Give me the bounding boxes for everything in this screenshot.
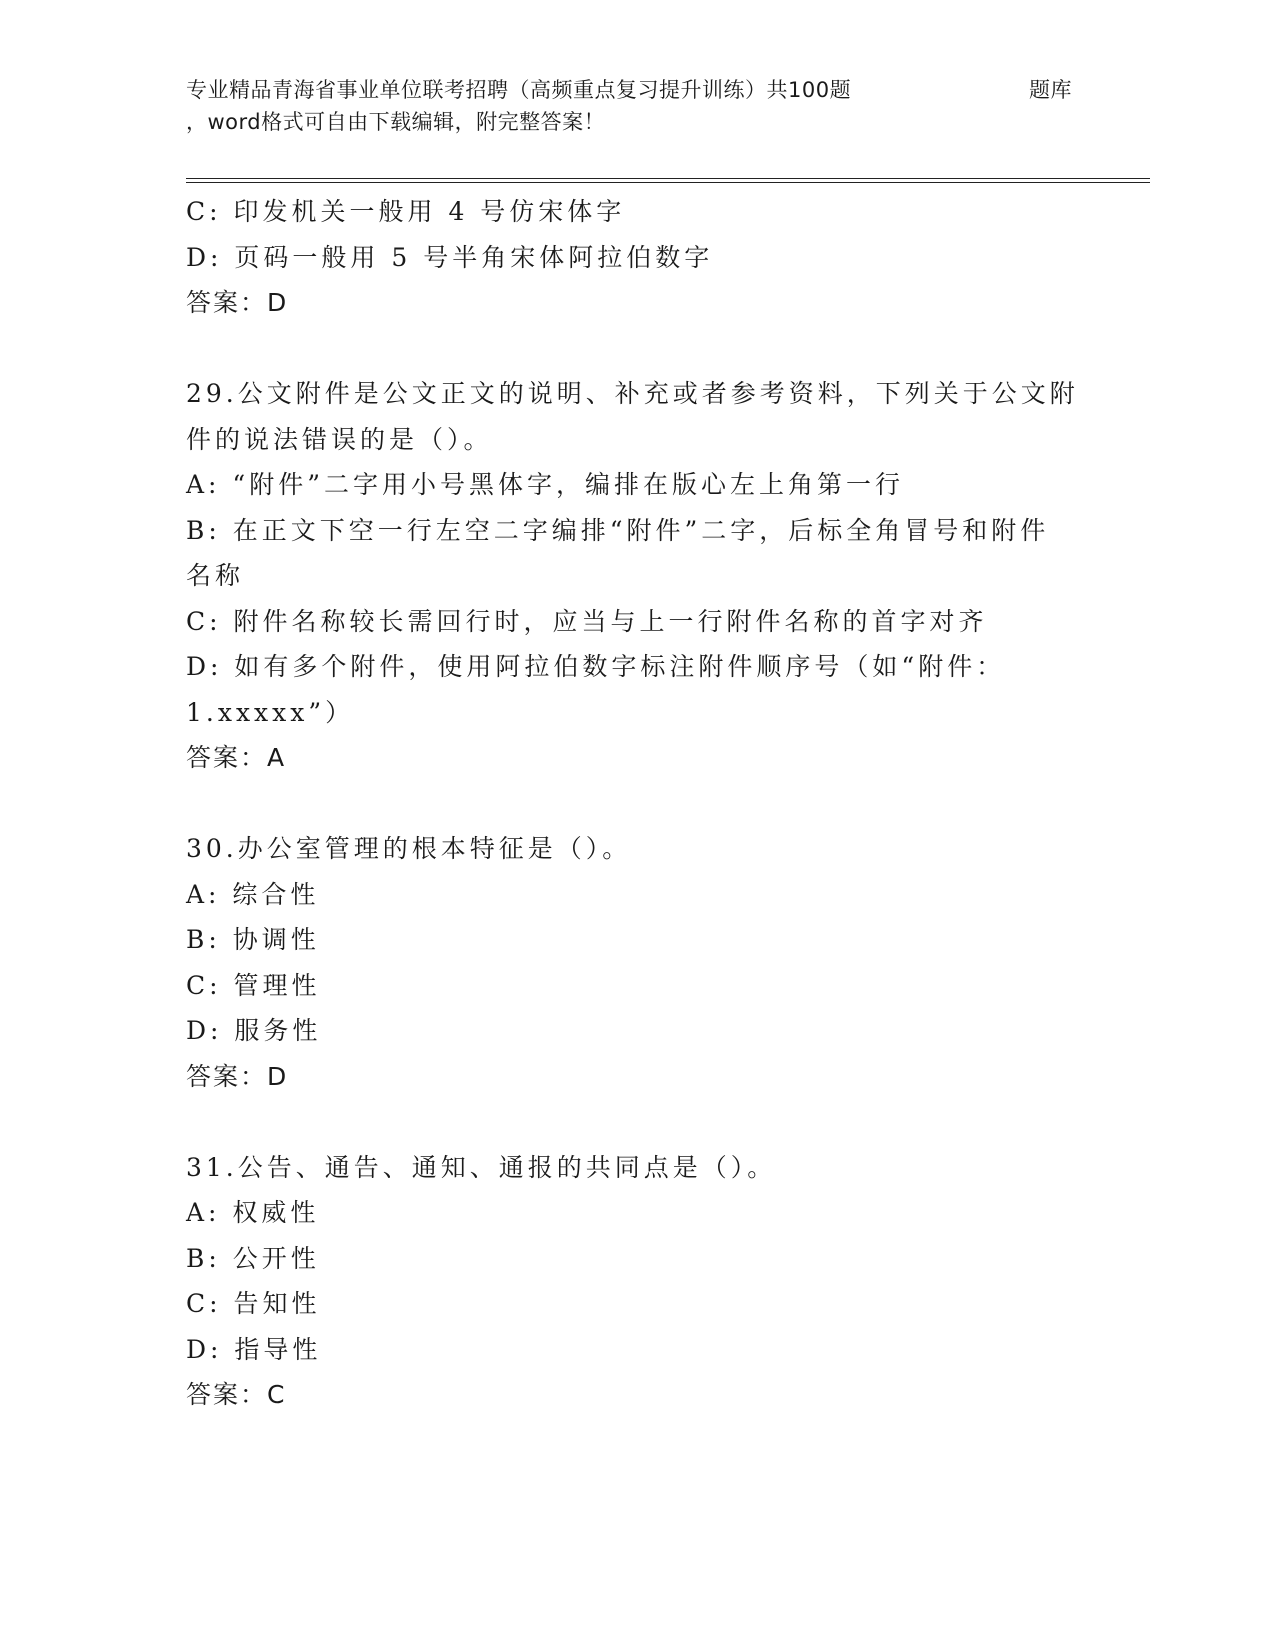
header-subtitle: ，word格式可自由下载编辑，附完整答案！: [186, 110, 606, 134]
answer: 答案：D: [186, 288, 289, 317]
question-29: [186, 371, 1086, 781]
option-c: C: 印发机关一般用 4 号仿宋体字: [186, 197, 626, 226]
question-31: [186, 1145, 1086, 1418]
question-30: [186, 826, 1086, 1099]
option-d: D: 服务性: [186, 1016, 322, 1045]
option-d: D: 如有多个附件，使用阿拉伯数字标注附件顺序号（如“附件：: [186, 652, 1006, 681]
question-text-continued: 件的说法错误的是（）。: [186, 424, 493, 454]
answer: 答案：C: [186, 1380, 287, 1409]
option-b-continued: 名称: [186, 561, 245, 590]
question-28-tail: [186, 189, 1086, 326]
answer: 答案：D: [186, 1061, 289, 1091]
document-body: [186, 189, 1086, 1418]
option-c: C: 管理性: [186, 970, 321, 1000]
option-d-continued: 1.xxxxx”）: [186, 697, 355, 727]
header-divider-secondary: [186, 182, 1150, 183]
header-title: 专业精品青海省事业单位联考招聘（高频重点复习提升训练）共100题: [186, 78, 852, 102]
option-b: B: 协调性: [186, 925, 320, 954]
option-d: D: 指导性: [186, 1334, 322, 1364]
spacer: [186, 326, 1086, 372]
option-d: D: 页码一般用 5 号半角宋体阿拉伯数字: [186, 242, 714, 272]
spacer: [186, 781, 1086, 827]
option-c: C: 附件名称较长需回行时，应当与上一行附件名称的首字对齐: [186, 606, 988, 636]
header-title-row: [186, 74, 1146, 106]
option-c: C: 告知性: [186, 1289, 321, 1318]
answer: 答案：A: [186, 743, 287, 772]
question-text: 30.办公室管理的根本特征是（）。: [186, 834, 632, 863]
header-tag: 题库: [1029, 78, 1072, 102]
option-a: A: 权威性: [186, 1198, 320, 1227]
option-a: A: “附件”二字用小号黑体字，编排在版心左上角第一行: [186, 470, 904, 499]
page-header: [186, 74, 1146, 138]
spacer: [186, 1099, 1086, 1145]
option-b: B: 在正文下空一行左空二字编排“附件”二字，后标全角冒号和附件: [186, 515, 1050, 545]
option-b: B: 公开性: [186, 1243, 320, 1273]
question-text: 29.公文附件是公文正文的说明、补充或者参考资料，下列关于公文附: [186, 379, 1079, 408]
option-a: A: 综合性: [186, 879, 320, 909]
question-text: 31.公告、通告、通知、通报的共同点是（）。: [186, 1152, 777, 1182]
header-divider: [186, 178, 1150, 179]
